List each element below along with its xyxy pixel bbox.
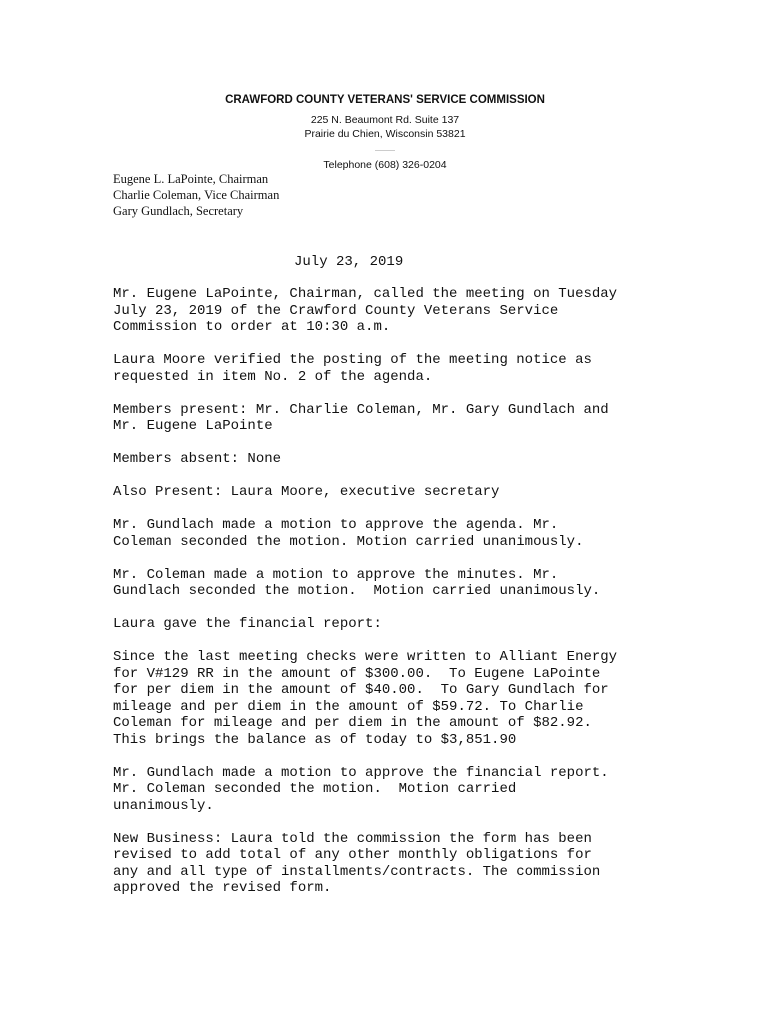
address-line-2: Prairie du Chien, Wisconsin 53821 — [304, 128, 466, 140]
address-line-1: 225 N. Beaumont Rd. Suite 137 — [310, 114, 460, 126]
header-divider — [375, 150, 395, 151]
paragraph-financial-motion: Mr. Gundlach made a motion to approve the financial report. Mr. Coleman seconded the motion. Motion carried unanimously. — [113, 764, 609, 814]
officer-secretary: Gary Gundlach, Secretary — [113, 204, 244, 218]
officer-vice-chairman: Charlie Coleman, Vice Chairman — [113, 188, 280, 202]
paragraph-members-present: Members present: Mr. Charlie Coleman, Mr. Gary Gundlach and Mr. Eugene LaPointe — [113, 401, 609, 434]
paragraph-financial-report-intro: Laura gave the financial report: — [113, 616, 382, 632]
paragraph-agenda-motion: Mr. Gundlach made a motion to approve the agenda. Mr. Coleman seconded the motion. Motion carried unanimously. — [113, 517, 584, 550]
minutes-body — [113, 286, 713, 913]
paragraph-posting-notice: Laura Moore verified the posting of the meeting notice as requested in item No. 2 of the agenda. — [113, 352, 592, 385]
paragraph-also-present: Also Present: Laura Moore, executive secretary — [113, 484, 500, 500]
paragraph-new-business: New Business: Laura told the commission the form has been revised to add total of any other monthly obligations for any and all type of installments/contracts. The commission approved the revised form. — [113, 830, 601, 896]
paragraph-minutes-motion: Mr. Coleman made a motion to approve the minutes. Mr. Gundlach seconded the motion. Motion carried unanimously. — [113, 566, 601, 599]
telephone: Telephone (608) 326-0204 — [323, 159, 447, 171]
officers-list — [113, 171, 279, 219]
organization-title: CRAWFORD COUNTY VETERANS' SERVICE COMMISSION — [225, 94, 545, 106]
paragraph-call-to-order: Mr. Eugene LaPointe, Chairman, called the meeting on Tuesday July 23, 2019 of the Crawford County Veterans Service Commission to order at 10:30 a.m. — [113, 286, 618, 335]
paragraph-members-absent: Members absent: None — [113, 451, 282, 467]
officer-chairman: Eugene L. LaPointe, Chairman — [113, 172, 269, 186]
meeting-date: July 23, 2019 — [294, 254, 404, 270]
paragraph-financial-details: Since the last meeting checks were written to Alliant Energy for V#129 RR in the amount of $300.00. To Eugene LaPointe for per diem in the amount of $40.00. To Gary Gundlach for mileage and per diem in the amount of $59.72. To Charlie Coleman for mileage and per diem in the amount of $82.92. This brings the balance as of today to $3,851.90 — [113, 649, 618, 748]
